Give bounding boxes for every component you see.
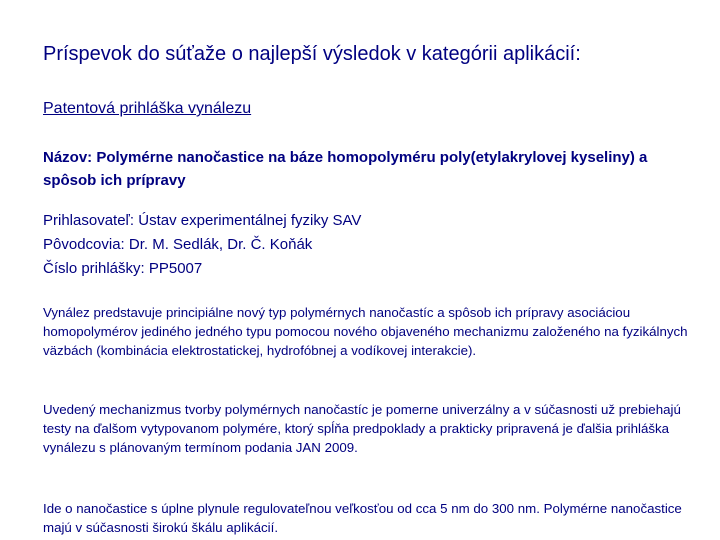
patent-details [43, 209, 693, 281]
slide-title: Príspevok do súťaže o najlepší výsledok v kategórii aplikácií: [43, 43, 581, 65]
mechanism-paragraph: Uvedený mechanizmus tvorby polymérnych nanočastíc je pomerne univerzálny a v súčasnosti už prebiehajú testy na ďalšom vytypovanom polymére, ktorý spĺňa predpoklady a prakticky pripravená je ďalšia prihláška vynálezu s plánovaným termínom podania JAN 2009. [43, 402, 681, 455]
patent-subtitle: Patentová prihláška vynálezu [43, 100, 252, 117]
inventors-line: Pôvodcovia: Dr. M. Sedlák, Dr. Č. Koňák [43, 236, 313, 253]
applicant-line: Prihlasovateľ: Ústav experimentálnej fyziky SAV [43, 212, 362, 229]
size-paragraph: Ide o nanočastice s úplne plynule regulovateľnou veľkosťou od cca 5 nm do 300 nm. Polymérne nanočastice majú v súčasnosti širokú škálu aplikácií. [43, 501, 682, 535]
invention-name: Názov: Polymérne nanočastice na báze homopolyméru poly(etylakrylovej kyseliny) a spôsob ich prípravy [43, 149, 648, 189]
description-paragraph: Vynález predstavuje principiálne nový typ polymérnych nanočastíc a spôsob ich prípravy asociáciou homopolymérov jediného jedného typu pomocou nového objaveného mechanizmu založeného na fyzikálnych väzbách (kombinácia elektrostatickej, hydrofóbnej a vodíkovej interakcie). [43, 305, 688, 358]
application-number-line: Číslo prihlášky: PP5007 [43, 260, 203, 277]
